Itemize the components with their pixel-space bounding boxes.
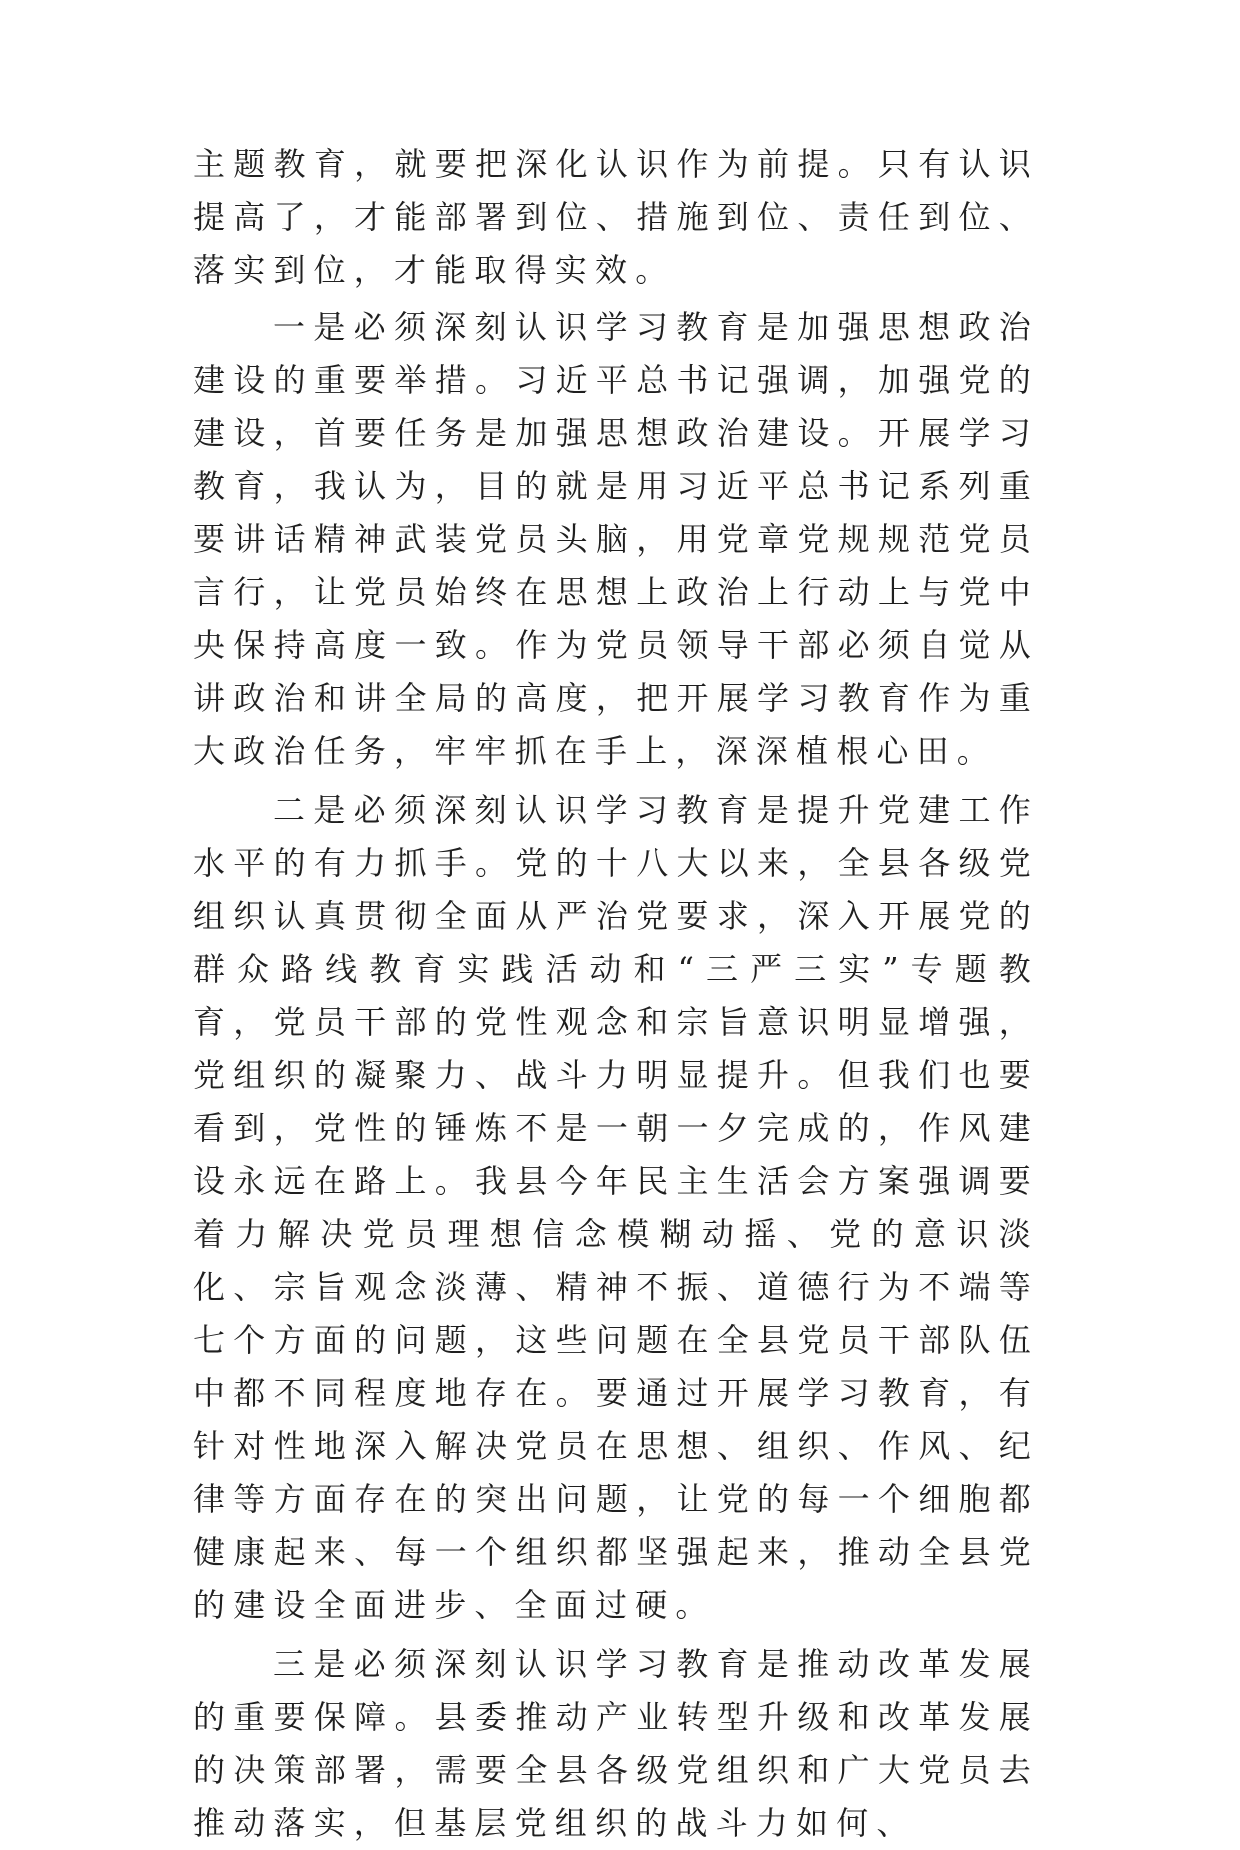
- document-body: [193, 138, 1039, 1850]
- paragraph-intro-continuation: 主题教育，就要把深化认识作为前提。只有认识提高了，才能部署到位、措施到位、责任到位、落实到位，才能取得实效。: [193, 145, 1039, 289]
- paragraph-point-three: 三是必须深刻认识学习教育是推动改革发展的重要保障。县委推动产业转型升级和改革发展的决策部署，需要全县各级党组织和广大党员去推动落实，但基层党组织的战斗力如何、: [193, 1645, 1039, 1842]
- paragraph-point-one: 一是必须深刻认识学习教育是加强思想政治建设的重要举措。习近平总书记强调，加强党的建设，首要任务是加强思想政治建设。开展学习教育，我认为，目的就是用习近平总书记系列重要讲话精神武装党员头脑，用党章党规规范党员言行，让党员始终在思想上政治上行动上与党中央保持高度一致。作为党员领导干部必须自觉从讲政治和讲全局的高度，把开展学习教育作为重大政治任务，牢牢抓在手上，深深植根心田。: [193, 308, 1039, 770]
- paragraph-point-two: 二是必须深刻认识学习教育是提升党建工作水平的有力抓手。党的十八大以来，全县各级党组织认真贯彻全面从严治党要求，深入开展党的群众路线教育实践活动和“三严三实”专题教育，党员干部的党性观念和宗旨意识明显增强，党组织的凝聚力、战斗力明显提升。但我们也要看到，党性的锤炼不是一朝一夕完成的，作风建设永远在路上。我县今年民主生活会方案强调要着力解决党员理想信念模糊动摇、党的意识淡化、宗旨观念淡薄、精神不振、道德行为不端等七个方面的问题，这些问题在全县党员干部队伍中都不同程度地存在。要通过开展学习教育，有针对性地深入解决党员在思想、组织、作风、纪律等方面存在的突出问题，让党的每一个细胞都健康起来、每一个组织都坚强起来，推动全县党的建设全面进步、全面过硬。: [193, 791, 1039, 1624]
